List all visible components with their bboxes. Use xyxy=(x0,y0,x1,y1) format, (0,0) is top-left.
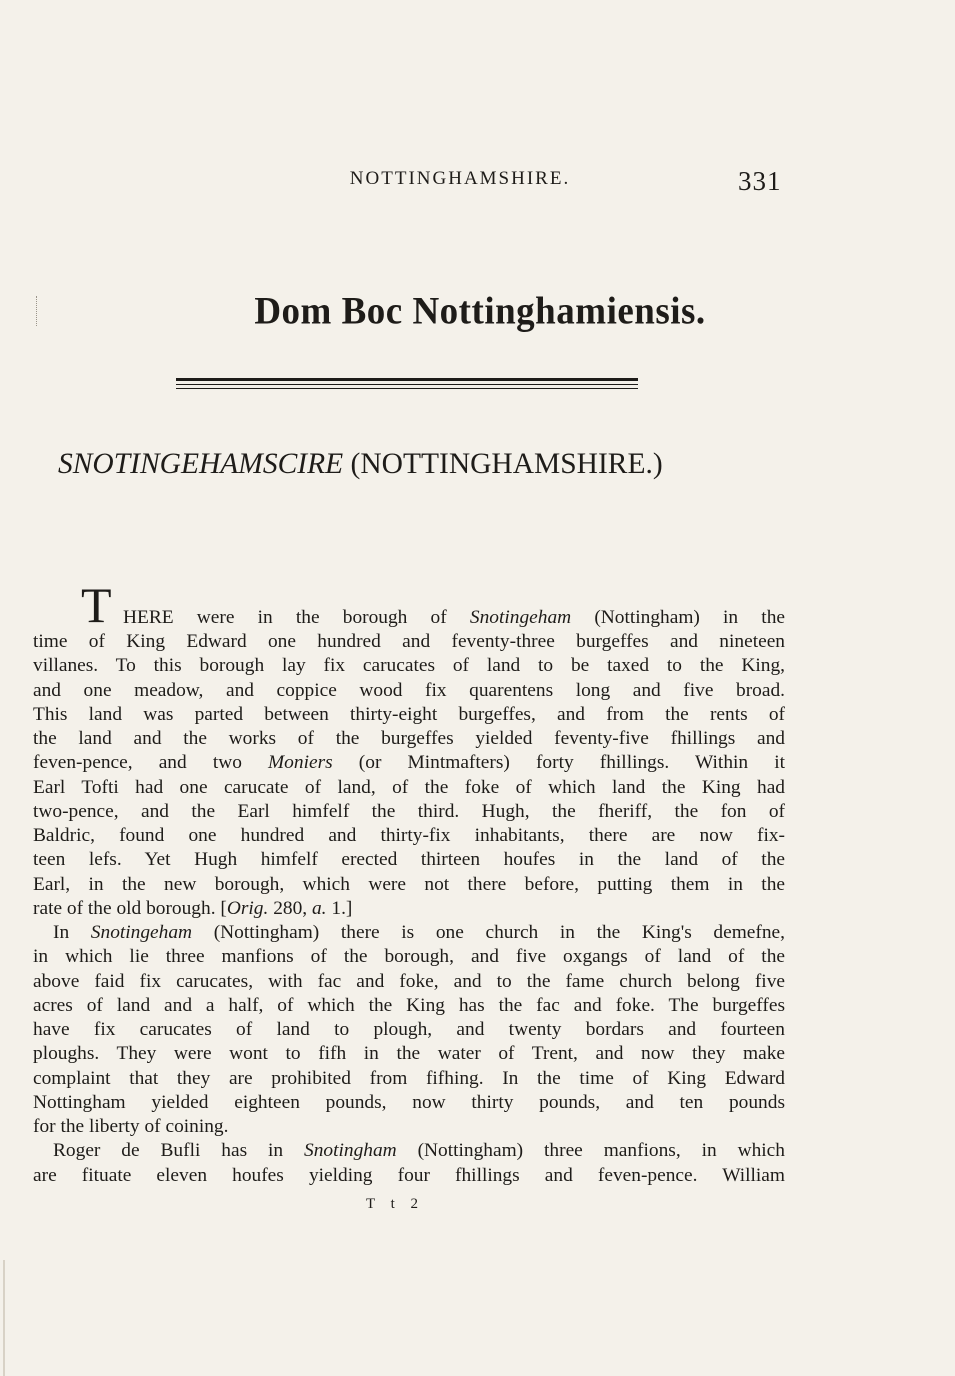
text-run-italic: Snotingeham xyxy=(469,607,572,628)
text-run-italic: a. xyxy=(311,897,327,919)
text-line: Earl Tofti had one carucate of land, of the foke of which land the King had xyxy=(33,776,785,798)
text-run: 1.] xyxy=(326,897,353,919)
text-run: In xyxy=(53,922,91,943)
rule-thin xyxy=(176,388,638,389)
text-line: time of King Edward one hundred and feventy-three burgeffes and nineteen xyxy=(33,631,785,652)
text-line: This land was parted between thirty-eight burgeffes, and from the rents of xyxy=(33,703,785,725)
text-run: 280, xyxy=(268,897,312,919)
rule-thick xyxy=(176,378,638,381)
text-line: teen lefs. Yet Hugh himfelf erected thirteen houfes in the land of the xyxy=(33,849,785,871)
text-run: (Nottingham) three manfions, in which xyxy=(396,1140,785,1162)
section-heading-italic: SNOTINGEHAMSCIRE xyxy=(58,448,344,480)
text-run: (or Mintmafters) forty fhillings. Within it xyxy=(332,752,785,774)
page-title: Dom Boc Nottinghamiensis. xyxy=(254,289,706,334)
text-line: above faid fix carucates, with fac and foke, and to the fame church belong five xyxy=(33,970,785,992)
text-line: the land and the works of the burgeffes yielded feventy-five fhillings and xyxy=(33,728,785,749)
text-line: ploughs. They were wont to fifh in the water of Trent, and now they make xyxy=(33,1043,785,1065)
page-number: 331 xyxy=(738,166,782,196)
title-rule xyxy=(176,378,638,389)
text-line: Nottingham yielded eighteen pounds, now thirty pounds, and ten pounds xyxy=(33,1091,785,1113)
signature-mark: T t 2 xyxy=(365,1196,425,1212)
margin-mark xyxy=(36,296,41,326)
running-head: NOTTINGHAMSHIRE. xyxy=(349,168,571,189)
body-text xyxy=(33,577,785,1188)
text-line: in which lie three manfions of the borough, and five oxgangs of land of the xyxy=(33,946,785,968)
text-run: (Nottingham) there is one church in the King's demefne, xyxy=(192,922,785,943)
text-run-italic: Moniers xyxy=(268,752,333,774)
text-line xyxy=(33,751,785,775)
text-line: have fix carucates of land to plough, and twenty bordars and fourteen xyxy=(33,1019,785,1040)
text-line xyxy=(33,921,785,945)
text-line: are fituate eleven houfes yielding four fhillings and feven-pence. William xyxy=(33,1164,785,1186)
text-run: (Nottingham) in the xyxy=(571,607,785,628)
line-text xyxy=(123,606,785,630)
text-line: acres of land and a half, of which the King has the fac and foke. The burgeffes xyxy=(33,994,785,1016)
rule-thin xyxy=(176,384,638,385)
section-heading-roman: (NOTTINGHAMSHIRE.) xyxy=(343,448,663,480)
text-line xyxy=(33,1139,785,1163)
text-run-italic: Snotingeham xyxy=(90,922,193,943)
text-run: Roger de Bufli has in xyxy=(53,1140,305,1162)
page-edge-mark xyxy=(3,1260,5,1376)
text-run: HERE were in the borough of xyxy=(123,607,470,628)
text-line: two-pence, and the Earl himfelf the third. Hugh, the fheriff, the fon of xyxy=(33,800,785,822)
text-line: complaint that they are prohibited from fifhing. In the time of King Edward xyxy=(33,1067,785,1089)
section-heading xyxy=(58,448,818,481)
text-line xyxy=(33,897,785,921)
text-run: feven-pence, and two xyxy=(33,752,269,774)
text-line: for the liberty of coining. xyxy=(33,1116,229,1137)
text-run-italic: Snotingham xyxy=(304,1140,397,1162)
text-run-italic: Orig. xyxy=(226,897,269,919)
text-line: Baldric, found one hundred and thirty-fix inhabitants, there are now fix- xyxy=(33,825,785,846)
text-line: Earl, in the new borough, which were not there before, putting them in the xyxy=(33,873,785,895)
paragraph-first-line xyxy=(33,577,785,633)
text-run: rate of the old borough. [ xyxy=(33,897,227,919)
text-line: villanes. To this borough lay fix carucates of land to be taxed to the King, xyxy=(33,655,785,677)
drop-cap: T xyxy=(81,577,112,633)
text-line: and one meadow, and coppice wood fix quarentens long and five broad. xyxy=(33,679,785,701)
